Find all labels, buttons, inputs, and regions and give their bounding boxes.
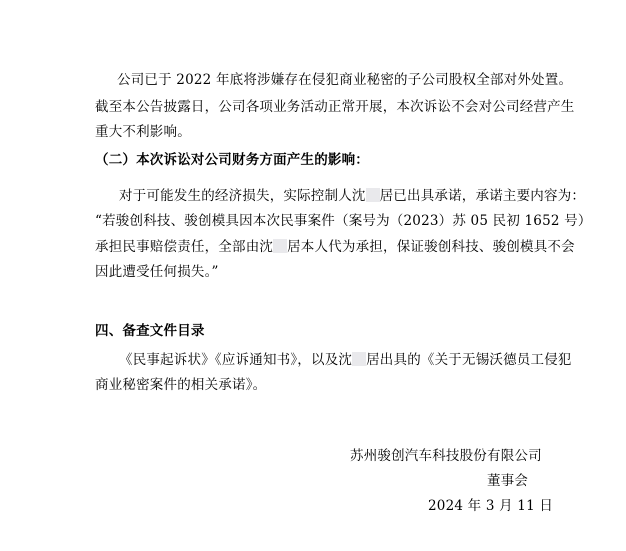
para2-line2: “若骏创科技、骏创模具因本次民事案件（案号为（2023）苏 05 民初 1652 号） (95, 213, 592, 229)
signature-board: 董事会 (487, 473, 529, 489)
para2-line3-b: 居本人代为承担，保证骏创科技、骏创模具不会 (287, 239, 575, 255)
para2-line1 (119, 188, 585, 204)
section4-heading: 四、备查文件目录 (95, 323, 205, 339)
para3-line2: 商业秘密案件的相关承诺》。 (95, 377, 267, 393)
para3-line1-a: 《民事起诉状》《应诉通知书》，以及沈 (119, 352, 353, 368)
redaction-mask (366, 188, 380, 202)
para2-line1-a: 对于可能发生的经济损失，实际控制人沈 (119, 188, 366, 204)
section2-heading: （二）本次诉讼对公司财务方面产生的影响： (95, 152, 369, 168)
redaction-mask (273, 239, 287, 253)
para1-line2: 截至本公告披露日，公司各项业务活动正常开展，本次诉讼不会对公司经营产生 (95, 99, 575, 115)
para3-line1 (119, 352, 572, 368)
para1-line1: 公司已于 2022 年底将涉嫌存在侵犯商业秘密的子公司股权全部对外处置。 (117, 72, 573, 88)
redaction-mask (352, 352, 366, 366)
para1-line3: 重大不利影响。 (95, 124, 191, 140)
para2-line1-b: 居已出具承诺，承诺主要内容为： (379, 188, 586, 204)
signature-company: 苏州骏创汽车科技股份有限公司 (350, 448, 542, 464)
para3-line1-b: 居出具的《关于无锡沃德员工侵犯 (366, 352, 572, 368)
para2-line3 (95, 239, 575, 255)
para2-line4: 因此遭受任何损失。” (95, 264, 219, 280)
para2-line3-a: 承担民事赔偿责任，全部由沈 (95, 239, 274, 255)
signature-date: 2024 年 3 月 11 日 (428, 498, 554, 514)
